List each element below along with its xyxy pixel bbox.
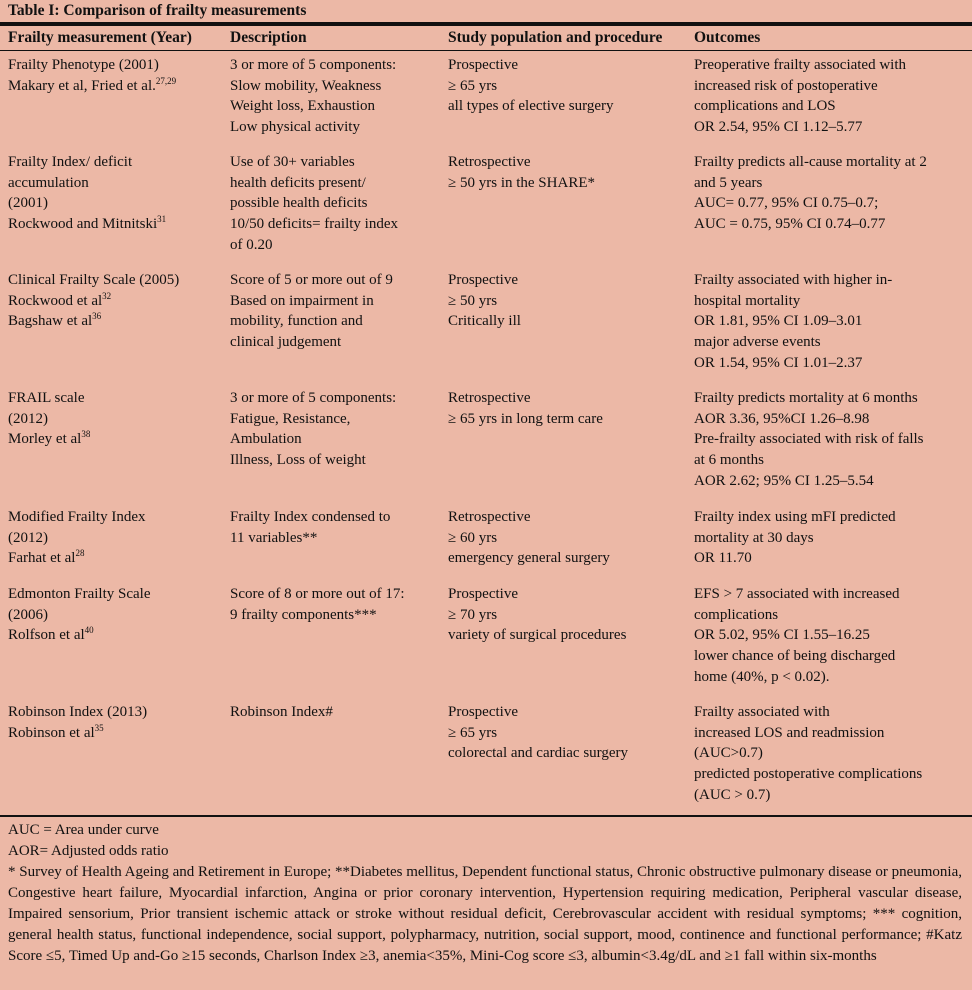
- cell-text: health deficits present/: [230, 174, 366, 191]
- cell-line: [230, 450, 396, 471]
- cell-text: (2006): [8, 606, 48, 623]
- cell-line: [448, 584, 626, 605]
- footnote-auc: AUC = Area under curve: [8, 822, 159, 838]
- cell-text: OR 1.81, 95% CI 1.09–3.01: [694, 313, 863, 330]
- cell-text: (2012): [8, 529, 48, 546]
- cell-text: increased LOS and readmission: [694, 724, 885, 741]
- cell-text: AUC = 0.75, 95% CI 0.74–0.77: [694, 216, 886, 233]
- cell-text: 11 variables**: [230, 529, 318, 546]
- cell-line: [8, 55, 176, 76]
- cell-line: [448, 76, 614, 97]
- cell-text: Robinson Index (2013): [8, 704, 148, 720]
- cell-line: [694, 605, 900, 626]
- cell-text: Illness, Loss of weight: [230, 452, 366, 469]
- cell-line: [694, 471, 924, 492]
- cell-line: [448, 291, 521, 312]
- cell-line: [230, 152, 398, 173]
- reference-superscript: 32: [102, 290, 112, 301]
- cell-line: [448, 548, 610, 569]
- cell-line: [448, 605, 626, 626]
- cell-line: [694, 625, 900, 646]
- cell-text: Weight loss, Exhaustion: [230, 98, 376, 115]
- cell-line: [448, 96, 614, 117]
- cell-line: [8, 625, 150, 646]
- cell-measurement: [8, 55, 176, 96]
- cell-line: [8, 429, 90, 450]
- cell-line: [694, 152, 927, 173]
- cell-text: Rockwood and Mitnitski: [8, 216, 158, 233]
- cell-line: [694, 270, 892, 291]
- cell-line: [8, 270, 179, 291]
- cell-text: Based on impairment in: [230, 292, 374, 309]
- cell-text: Prospective: [448, 57, 518, 73]
- cell-line: [694, 96, 906, 117]
- cell-text: Fatigue, Resistance,: [230, 410, 351, 427]
- cell-text: clinical judgement: [230, 334, 342, 351]
- cell-line: [230, 173, 398, 194]
- cell-line: [694, 785, 922, 806]
- cell-text: colorectal and cardiac surgery: [448, 745, 629, 762]
- cell-text: Morley et al: [8, 431, 82, 448]
- table-footnotes: [8, 820, 962, 967]
- cell-line: [448, 388, 603, 409]
- cell-line: [694, 548, 896, 569]
- header-description: Description: [230, 29, 307, 46]
- header-rule: [0, 50, 972, 51]
- cell-line: [230, 388, 396, 409]
- footnote-aor: AOR= Adjusted odds ratio: [8, 843, 169, 859]
- cell-line: [694, 646, 900, 667]
- cell-line: [8, 173, 166, 194]
- cell-line: [694, 214, 927, 235]
- cell-line: [8, 311, 179, 332]
- cell-line: [448, 743, 628, 764]
- cell-outcomes: [694, 507, 896, 569]
- cell-measurement: [8, 388, 90, 450]
- cell-description: [230, 55, 396, 138]
- cell-description: [230, 507, 390, 548]
- cell-description: [230, 152, 398, 256]
- cell-text: 3 or more of 5 components:: [230, 57, 397, 73]
- cell-line: [230, 117, 396, 138]
- cell-text: Prospective: [448, 586, 518, 602]
- cell-line: [448, 152, 595, 173]
- cell-line: [8, 409, 90, 430]
- cell-text: EFS > 7 associated with increased: [694, 586, 900, 602]
- cell-text: 9 frailty components***: [230, 606, 377, 623]
- cell-line: [230, 528, 390, 549]
- cell-line: [8, 193, 166, 214]
- cell-line: [448, 723, 628, 744]
- cell-description: [230, 388, 396, 471]
- cell-line: [8, 528, 145, 549]
- cell-text: at 6 months: [694, 452, 764, 469]
- cell-line: [230, 584, 405, 605]
- cell-text: lower chance of being discharged: [694, 648, 896, 665]
- cell-line: [448, 270, 521, 291]
- cell-text: Rockwood et al: [8, 292, 103, 309]
- cell-text: Use of 30+ variables: [230, 154, 355, 170]
- cell-outcomes: [694, 702, 922, 806]
- cell-text: Preoperative frailty associated with: [694, 57, 907, 73]
- cell-line: [694, 409, 924, 430]
- cell-line: [230, 235, 398, 256]
- cell-text: Rolfson et al: [8, 627, 85, 644]
- cell-text: ≥ 50 yrs in the SHARE*: [448, 174, 595, 191]
- cell-outcomes: [694, 55, 906, 138]
- cell-outcomes: [694, 270, 892, 374]
- cell-text: Pre-frailty associated with risk of falls: [694, 431, 924, 448]
- cell-text: 3 or more of 5 components:: [230, 390, 397, 406]
- cell-line: [230, 214, 398, 235]
- cell-text: hospital mortality: [694, 292, 801, 309]
- cell-line: [694, 764, 922, 785]
- header-outcomes: Outcomes: [694, 29, 761, 46]
- cell-text: Edmonton Frailty Scale: [8, 586, 151, 602]
- cell-text: Score of 5 or more out of 9: [230, 272, 393, 288]
- header-study-population: Study population and procedure: [448, 29, 663, 46]
- cell-text: possible health deficits: [230, 195, 368, 212]
- cell-text: Frailty Phenotype (2001): [8, 57, 159, 73]
- cell-line: [694, 528, 896, 549]
- cell-line: [448, 625, 626, 646]
- table-title: Table I: Comparison of frailty measurements: [8, 2, 307, 19]
- cell-line: [694, 429, 924, 450]
- cell-text: all types of elective surgery: [448, 98, 614, 115]
- cell-line: [230, 507, 390, 528]
- cell-line: [694, 353, 892, 374]
- cell-text: Robinson et al: [8, 724, 95, 741]
- cell-line: [694, 291, 892, 312]
- cell-line: [694, 723, 922, 744]
- cell-text: complications: [694, 606, 779, 623]
- cell-study-population: [448, 507, 610, 569]
- cell-line: [8, 76, 176, 97]
- cell-text: ≥ 65 yrs: [448, 724, 498, 741]
- cell-study-population: [448, 702, 628, 764]
- cell-text: ≥ 50 yrs: [448, 292, 498, 309]
- cell-outcomes: [694, 152, 927, 235]
- reference-superscript: 35: [94, 722, 104, 733]
- cell-line: [230, 409, 396, 430]
- cell-line: [8, 152, 166, 173]
- cell-text: (2001): [8, 195, 48, 212]
- cell-text: accumulation: [8, 174, 89, 191]
- cell-study-population: [448, 388, 603, 429]
- cell-text: Modified Frailty Index: [8, 509, 146, 525]
- cell-text: AOR 2.62; 95% CI 1.25–5.54: [694, 472, 874, 489]
- cell-line: [694, 702, 922, 723]
- cell-text: (AUC > 0.7): [694, 786, 771, 803]
- cell-text: FRAIL scale: [8, 390, 85, 406]
- cell-line: [448, 311, 521, 332]
- cell-study-population: [448, 270, 521, 332]
- cell-line: [230, 96, 396, 117]
- cell-text: AUC= 0.77, 95% CI 0.75–0.7;: [694, 195, 879, 212]
- reference-superscript: 36: [92, 311, 102, 322]
- cell-text: Farhat et al: [8, 550, 76, 567]
- cell-text: Slow mobility, Weakness: [230, 77, 382, 94]
- cell-description: [230, 702, 333, 723]
- cell-measurement: [8, 152, 166, 235]
- cell-text: Score of 8 or more out of 17:: [230, 586, 405, 602]
- cell-text: Low physical activity: [230, 119, 360, 136]
- cell-measurement: [8, 270, 179, 332]
- cell-text: increased risk of postoperative: [694, 77, 878, 94]
- cell-line: [694, 193, 927, 214]
- cell-outcomes: [694, 388, 924, 492]
- cell-text: Frailty predicts all-cause mortality at 2: [694, 154, 927, 170]
- cell-line: [694, 584, 900, 605]
- cell-text: OR 2.54, 95% CI 1.12–5.77: [694, 119, 863, 136]
- cell-measurement: [8, 507, 145, 569]
- cell-text: Frailty Index/ deficit: [8, 154, 133, 170]
- cell-text: 10/50 deficits= frailty index: [230, 216, 399, 233]
- cell-line: [8, 388, 90, 409]
- cell-line: [448, 55, 614, 76]
- cell-line: [448, 173, 595, 194]
- cell-line: [448, 409, 603, 430]
- cell-line: [694, 55, 906, 76]
- cell-line: [694, 667, 900, 688]
- cell-text: ≥ 65 yrs: [448, 77, 498, 94]
- cell-line: [694, 76, 906, 97]
- cell-line: [694, 743, 922, 764]
- cell-line: [230, 429, 396, 450]
- cell-text: ≥ 70 yrs: [448, 606, 498, 623]
- cell-line: [230, 55, 396, 76]
- cell-text: Prospective: [448, 704, 518, 720]
- cell-text: major adverse events: [694, 334, 821, 351]
- reference-superscript: 31: [157, 214, 167, 225]
- reference-superscript: 40: [84, 625, 94, 636]
- cell-text: Makary et al, Fried et al.: [8, 77, 156, 94]
- cell-text: OR 5.02, 95% CI 1.55–16.25: [694, 627, 870, 644]
- cell-description: [230, 270, 393, 353]
- cell-text: Robinson Index#: [230, 704, 333, 720]
- cell-text: (AUC>0.7): [694, 745, 763, 762]
- cell-line: [448, 507, 610, 528]
- cell-line: [694, 388, 924, 409]
- reference-superscript: 27,29: [155, 75, 177, 86]
- header-measurement: Frailty measurement (Year): [8, 29, 192, 46]
- reference-superscript: 28: [75, 548, 85, 559]
- cell-text: Frailty index using mFI predicted: [694, 509, 896, 525]
- footnote-abbreviations: * Survey of Health Ageing and Retirement in Europe; **Diabetes mellitus, Dependent functional status, Chronic obstructive pulmonary disease or pneumonia, Congestive heart failure, Myocardial infarction, Angina or prior coronary intervention, Hypertension requiring medication, Peripheral vascular disease, Impaired sensorium, Prior transient ischemic attack or stroke without residual deficit, Cerebrovascular accident with residual symptoms; *** cognition, general health status, functional independence, social support, polypharmacy, nutrition, social support, mood, continence and functional performance; #Katz Score ≤5, Timed Up and-Go ≥15 seconds, Charlson Index ≥3, anemia<35%, Mini-Cog score ≤3, albumin<3.4g/dL and ≥1 fall within six-months: [8, 864, 962, 964]
- cell-text: Retrospective: [448, 390, 531, 406]
- cell-line: [230, 76, 396, 97]
- cell-text: Prospective: [448, 272, 518, 288]
- bottom-rule: [0, 815, 972, 817]
- cell-text: and 5 years: [694, 174, 763, 191]
- cell-line: [8, 584, 150, 605]
- cell-text: Critically ill: [448, 313, 521, 330]
- cell-text: OR 1.54, 95% CI 1.01–2.37: [694, 354, 863, 371]
- cell-line: [230, 193, 398, 214]
- cell-measurement: [8, 584, 150, 646]
- cell-line: [448, 702, 628, 723]
- cell-line: [230, 332, 393, 353]
- cell-line: [694, 173, 927, 194]
- cell-line: [8, 214, 166, 235]
- cell-line: [694, 332, 892, 353]
- cell-line: [8, 548, 145, 569]
- cell-line: [8, 507, 145, 528]
- cell-text: Retrospective: [448, 154, 531, 170]
- cell-measurement: [8, 702, 147, 743]
- cell-text: mobility, function and: [230, 313, 363, 330]
- cell-line: [230, 311, 393, 332]
- cell-text: Retrospective: [448, 509, 531, 525]
- cell-line: [230, 702, 333, 723]
- cell-line: [8, 605, 150, 626]
- cell-text: Frailty associated with higher in-: [694, 272, 893, 288]
- cell-line: [694, 117, 906, 138]
- cell-text: ≥ 65 yrs in long term care: [448, 410, 603, 427]
- cell-line: [230, 291, 393, 312]
- cell-line: [694, 311, 892, 332]
- cell-line: [230, 270, 393, 291]
- cell-study-population: [448, 55, 614, 117]
- cell-text: mortality at 30 days: [694, 529, 814, 546]
- cell-text: (2012): [8, 410, 48, 427]
- cell-text: Frailty associated with: [694, 704, 830, 720]
- cell-text: Bagshaw et al: [8, 313, 93, 330]
- cell-text: of 0.20: [230, 236, 273, 253]
- cell-study-population: [448, 152, 595, 193]
- cell-line: [694, 507, 896, 528]
- cell-text: AOR 3.36, 95%CI 1.26–8.98: [694, 410, 870, 427]
- cell-text: complications and LOS: [694, 98, 836, 115]
- cell-text: predicted postoperative complications: [694, 766, 923, 783]
- cell-text: home (40%, p < 0.02).: [694, 668, 830, 685]
- cell-study-population: [448, 584, 626, 646]
- reference-superscript: 38: [81, 429, 91, 440]
- cell-text: Frailty Index condensed to: [230, 509, 391, 525]
- cell-line: [694, 450, 924, 471]
- cell-text: Clinical Frailty Scale (2005): [8, 272, 180, 288]
- cell-text: OR 11.70: [694, 550, 752, 567]
- cell-line: [230, 605, 405, 626]
- cell-text: emergency general surgery: [448, 550, 610, 567]
- cell-description: [230, 584, 405, 625]
- cell-text: variety of surgical procedures: [448, 627, 627, 644]
- cell-outcomes: [694, 584, 900, 688]
- cell-text: Ambulation: [230, 431, 302, 448]
- cell-line: [8, 291, 179, 312]
- top-rule: [0, 22, 972, 26]
- cell-line: [8, 702, 147, 723]
- cell-text: ≥ 60 yrs: [448, 529, 498, 546]
- cell-line: [8, 723, 147, 744]
- cell-line: [448, 528, 610, 549]
- cell-text: Frailty predicts mortality at 6 months: [694, 390, 918, 406]
